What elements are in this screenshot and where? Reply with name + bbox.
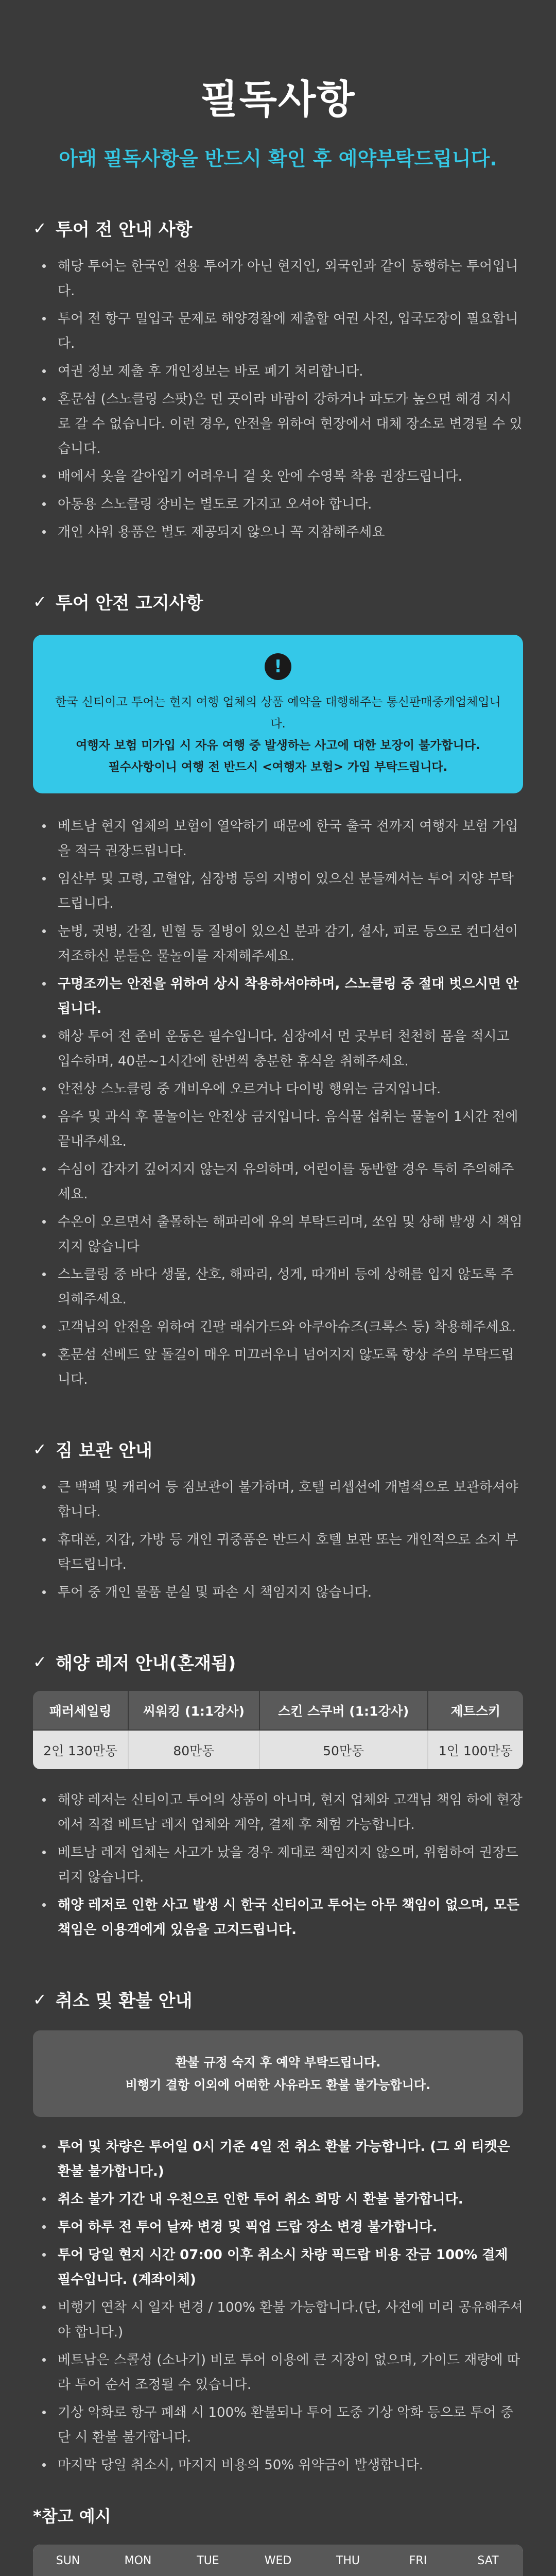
list-item: 아동용 스노클링 장비는 별도로 가지고 오셔야 합니다. [39,492,523,517]
calendar-days-row [33,2545,523,2576]
safety-list [33,814,523,1392]
section-title-text: 짐 보관 안내 [56,1440,152,1461]
list-item: 여권 정보 제출 후 개인정보는 바로 폐기 처리합니다. [39,359,523,384]
check-icon: ✓ [33,591,47,612]
table-cell: 80만동 [128,1730,259,1769]
day-label: THU [336,2554,360,2567]
list-item: 투어 당일 현지 시간 07:00 이후 취소시 차량 픽드랍 비용 잔금 100% 결제 필수입니다. (계좌이체) [39,2243,523,2292]
section-title-luggage [33,1436,523,1462]
guide-list [33,254,523,545]
list-item: 베트남은 스콜성 (소나기) 비로 투어 이용에 큰 지장이 없으며, 가이드 재량에 따라 투어 순서 조정될 수 있습니다. [39,2348,523,2397]
notice-line: 여행자 보험 미가입 시 자유 여행 중 발생하는 사고에 대한 보장이 불가합니다. [76,739,480,752]
list-item: 개인 샤워 용품은 별도 제공되지 않으니 꼭 지참해주세요 [39,520,523,545]
list-item: 비행기 연착 시 일자 변경 / 100% 환불 가능합니다.(단, 사전에 미리 공유해주셔야 합니다.) [39,2295,523,2345]
section-title-text: 취소 및 환불 안내 [56,1991,193,2011]
list-item: 투어 중 개인 물품 분실 및 파손 시 책임지지 않습니다. [39,1580,523,1605]
list-item: 휴대폰, 지갑, 가방 등 개인 귀중품은 반드시 호텔 보관 또는 개인적으로 소지 부탁드립니다. [39,1528,523,1577]
day-label: FRI [409,2554,427,2567]
table-header-cell: 스킨 스쿠버 (1:1강사) [259,1691,428,1730]
section-title-guide [33,215,523,241]
list-item: 임산부 및 고령, 고혈압, 심장병 등의 지병이 있으신 분들께서는 투어 지양 부탁드립니다. [39,867,523,916]
list-item: 해양 레저는 신티이고 투어의 상품이 아니며, 현지 업체와 고객님 책임 하에 현장에서 직접 베트남 레저 업체와 계약, 결제 후 체험 가능합니다. [39,1788,523,1837]
day-label: TUE [197,2554,219,2567]
notice-line: 필수사항이니 여행 전 반드시 <여행자 보험> 가입 부탁드립니다. [108,760,448,774]
luggage-list [33,1475,523,1605]
section-title-leisure [33,1649,523,1674]
page-title: 필독사항 [200,76,356,122]
refund-box-line: 환불 규정 숙지 후 예약 부탁드립니다. [175,2055,381,2070]
list-item: 해상 투어 전 준비 운동은 필수입니다. 심장에서 먼 곳부터 천천히 몸을 적시고 입수하며, 40분~1시간에 한번씩 충분한 휴식을 취해주세요. [39,1024,523,1074]
list-item: 수온이 오르면서 출몰하는 해파리에 유의 부탁드리며, 쏘임 및 상해 발생 시 책임지지 않습니다 [39,1210,523,1259]
section-title-refund [33,1987,523,2012]
check-icon: ✓ [33,218,47,238]
exclamation-icon: ! [265,653,291,680]
reference-title: *참고 예시 [33,2506,111,2526]
list-item: 눈병, 귓병, 간질, 빈혈 등 질병이 있으신 분과 감기, 설사, 피로 등으로 컨디션이 저조하신 분들은 물놀이를 자제해주세요. [39,919,523,969]
list-item: 혼문섬 (스노클링 스팟)은 먼 곳이라 바람이 강하거나 파도가 높으면 해경 지시로 갈 수 없습니다. 이런 경우, 안전을 위하여 현장에서 대체 장소로 변경될 수 있습니다. [39,387,523,461]
leisure-price-table [33,1691,523,1769]
list-item: 마지막 당일 취소시, 마지지 비용의 50% 위약금이 발생합니다. [39,2453,523,2478]
list-item: 스노클링 중 바다 생물, 산호, 해파리, 성게, 따개비 등에 상해를 입지 않도록 주의해주세요. [39,1262,523,1312]
refund-notice-box [33,2030,523,2117]
refund-list [33,2134,523,2478]
day-label: WED [264,2554,292,2567]
list-item: 혼문섬 선베드 앞 돌길이 매우 미끄러우니 넘어지지 않도록 항상 주의 부탁드립니다. [39,1343,523,1392]
list-item: 베트남 레저 업체는 사고가 났을 경우 제대로 책임지지 않으며, 위험하여 권장드리지 않습니다. [39,1840,523,1890]
check-icon: ✓ [33,1989,47,2009]
list-item: 음주 및 과식 후 물놀이는 안전상 금지입니다. 음식물 섭취는 물놀이 1시간 전에 끝내주세요. [39,1105,523,1154]
page-subtitle: 아래 필독사항을 반드시 확인 후 예약부탁드립니다. [59,147,497,170]
section-title-safety [33,589,523,614]
leisure-list [33,1788,523,1942]
check-icon: ✓ [33,1439,47,1459]
section-title-text: 해양 레저 안내(혼재됨) [56,1653,236,1674]
list-item: 큰 백팩 및 캐리어 등 짐보관이 불가하며, 호텔 리셉션에 개별적으로 보관하셔야 합니다. [39,1475,523,1524]
list-item: 안전상 스노클링 중 개비우에 오르거나 다이빙 행위는 금지입니다. [39,1077,523,1101]
notice-line: 한국 신티이고 투어는 현지 여행 업체의 상품 예약을 대행해주는 통신판매중개업체입니다. [55,696,501,731]
day-label: MON [124,2554,152,2567]
table-header-cell: 패러세일링 [33,1691,128,1730]
list-item: 수심이 갑자기 깊어지지 않는지 유의하며, 어린이를 동반할 경우 특히 주의해주세요. [39,1157,523,1207]
table-cell: 1인 100만동 [428,1730,523,1769]
list-item: 투어 및 차량은 투어일 0시 기준 4일 전 취소 환불 가능합니다. (그 외 티켓은 환불 불가합니다.) [39,2134,523,2184]
table-header-cell: 씨워킹 (1:1강사) [128,1691,259,1730]
list-item: 배에서 옷을 갈아입기 어려우니 겉 옷 안에 수영복 착용 권장드립니다. [39,464,523,489]
list-item: 해양 레저로 인한 사고 발생 시 한국 신티이고 투어는 아무 책임이 없으며, 모든 책임은 이용객에게 있음을 고지드립니다. [39,1893,523,1942]
section-title-text: 투어 안전 고지사항 [56,593,203,614]
table-row [33,1730,523,1769]
safety-notice-box [33,635,523,793]
list-item: 취소 불가 기간 내 우천으로 인한 투어 취소 희망 시 환불 불가합니다. [39,2187,523,2212]
refund-box-line: 비행기 결항 이외에 어떠한 사유라도 환불 불가능합니다. [125,2078,431,2092]
list-item: 투어 전 항구 밀입국 문제로 해양경찰에 제출할 여권 사진, 입국도장이 필요합니다. [39,307,523,356]
section-title-text: 투어 전 안내 사항 [56,219,193,240]
list-item: 투어 하루 전 투어 날짜 변경 및 픽업 드랍 장소 변경 불가합니다. [39,2215,523,2240]
table-header-row [33,1691,523,1730]
list-item: 해당 투어는 한국인 전용 투어가 아닌 현지인, 외국인과 같이 동행하는 투어입니다. [39,254,523,303]
table-cell: 2인 130만동 [33,1730,128,1769]
list-item: 구명조끼는 안전을 위하여 상시 착용하셔야하며, 스노클링 중 절대 벗으시면 안됩니다. [39,972,523,1021]
day-label: SAT [477,2554,499,2567]
check-icon: ✓ [33,1652,47,1672]
list-item: 고객님의 안전을 위하여 긴팔 래쉬가드와 아쿠아슈즈(크록스 등) 착용해주세요. [39,1315,523,1340]
table-header-cell: 제트스키 [428,1691,523,1730]
list-item: 베트남 현지 업체의 보험이 열악하기 때문에 한국 출국 전까지 여행자 보험 가입을 적극 권장드립니다. [39,814,523,863]
table-cell: 50만동 [259,1730,428,1769]
reference-calendar [33,2545,523,2576]
list-item: 기상 악화로 항구 폐쇄 시 100% 환불되나 투어 도중 기상 악화 등으로 투어 중단 시 환불 불가합니다. [39,2400,523,2450]
day-label: SUN [56,2554,80,2567]
